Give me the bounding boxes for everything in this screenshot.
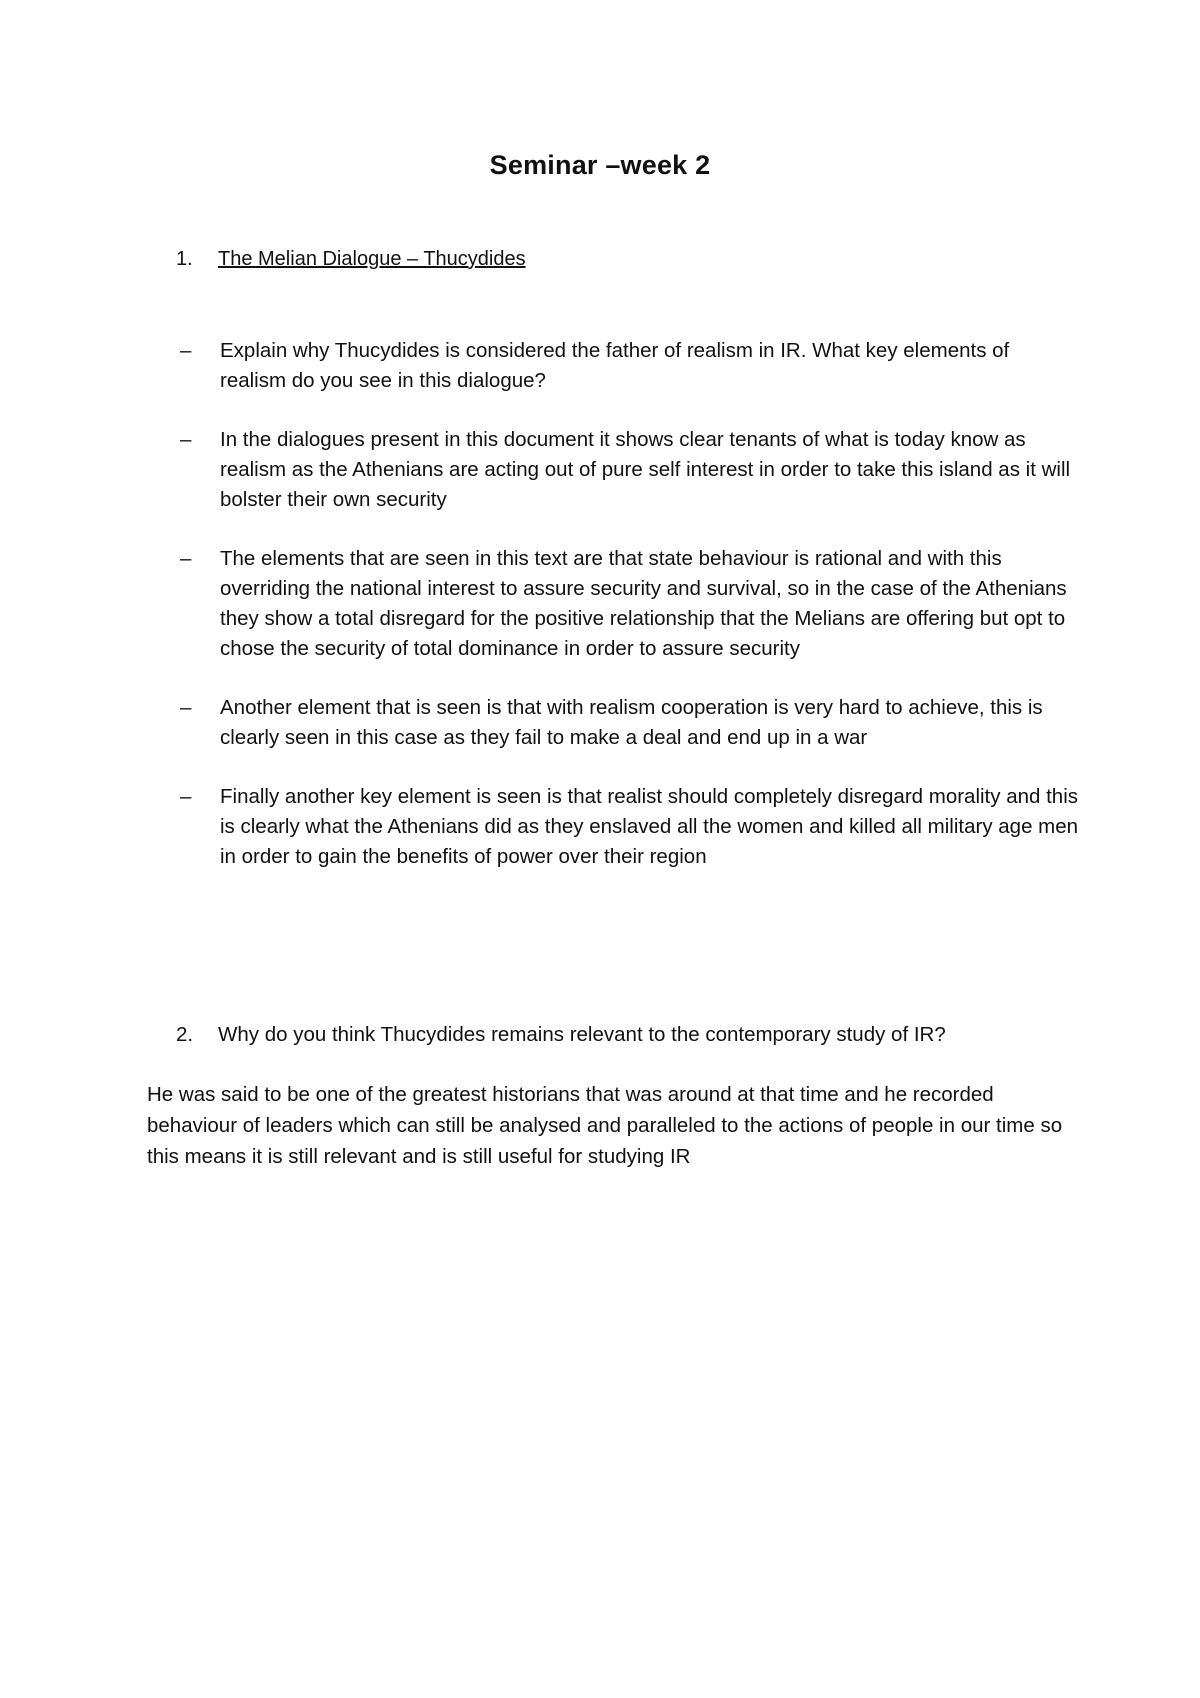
question-2-number: 2. bbox=[176, 1023, 194, 1046]
bullet-text: Explain why Thucydides is considered the father of realism in IR. What key elements of realism do you see in this dialogue? bbox=[220, 339, 1010, 392]
bullet-text: Finally another key element is seen is that realist should completely disregard morality and this is clearly what the Athenians did as they enslaved all the women and killed all military age men in order to gain the benefits of power over their region bbox=[220, 785, 1079, 868]
list-item bbox=[180, 544, 1080, 664]
bullet-text: In the dialogues present in this document it shows clear tenants of what is today know as realism as the Athenians are acting out of pure self interest in order to take this island as it will bolster their own security bbox=[220, 428, 1071, 511]
bullet-text: Another element that is seen is that with realism cooperation is very hard to achieve, this is clearly seen in this case as they fail to make a deal and end up in a war bbox=[220, 696, 1043, 749]
bullet-dash: – bbox=[180, 696, 192, 719]
bullet-text: The elements that are seen in this text are that state behaviour is rational and with this overriding the national interest to assure security and survival, so in the case of the Athenians they show a total disregard for the positive relationship that the Melians are offering but opt to chose the security of total dominance in order to assure security bbox=[220, 547, 1067, 660]
bullet-dash: – bbox=[180, 428, 192, 451]
bullet-dash: – bbox=[180, 547, 192, 570]
list-item bbox=[180, 336, 1080, 396]
question-2 bbox=[176, 1023, 946, 1047]
question-1-heading: The Melian Dialogue – Thucydides bbox=[218, 248, 526, 270]
list-item bbox=[180, 782, 1080, 872]
list-item bbox=[180, 693, 1080, 753]
list-item bbox=[180, 425, 1080, 515]
question-1-number: 1. bbox=[176, 248, 193, 270]
question-1 bbox=[176, 248, 526, 271]
question-2-text: Why do you think Thucydides remains relevant to the contemporary study of IR? bbox=[218, 1023, 946, 1046]
page-title: Seminar –week 2 bbox=[489, 150, 711, 180]
bullet-dash: – bbox=[180, 339, 192, 362]
bullet-dash: – bbox=[180, 785, 192, 808]
answer-2-paragraph: He was said to be one of the greatest historians that was around at that time and he recorded behaviour of leaders which can still be analysed and paralleled to the actions of people in our time so this means it is still relevant and is still useful for studying IR bbox=[147, 1083, 1063, 1168]
bullet-list bbox=[180, 336, 1080, 901]
